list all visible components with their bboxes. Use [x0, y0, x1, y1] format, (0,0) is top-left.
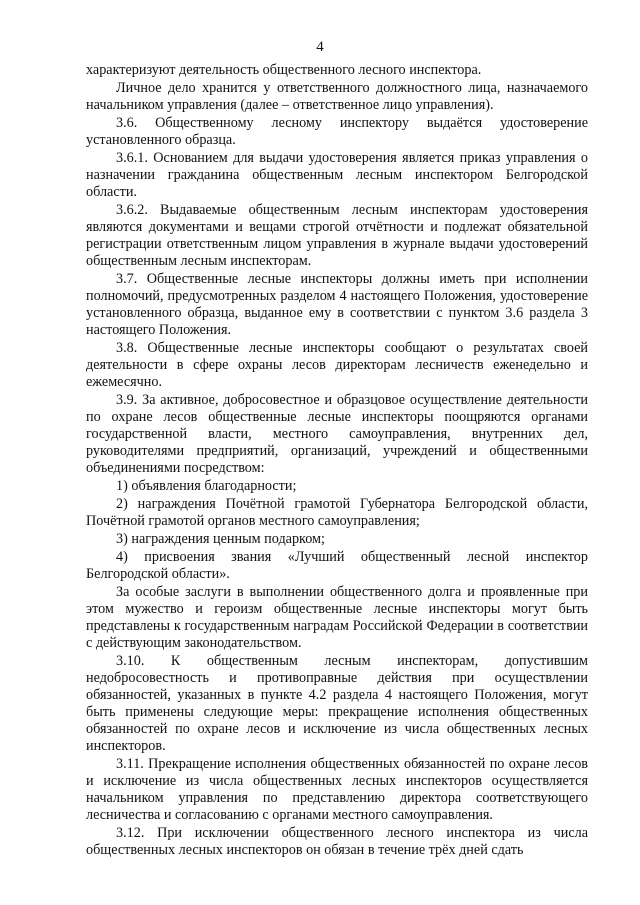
- paragraph-continuation: характеризуют деятельность общественного лесного инспектора.: [86, 62, 482, 78]
- paragraph-3-6-2: 3.6.2. Выдаваемые общественным лесным инспекторам удостоверения являются документами и вещами строгой отчётности и подлежат обязательной регистрации ответственным лицом управления в журнале выдачи удостоверений общественным лесным инспекторам.: [86, 202, 588, 269]
- paragraph-3-9: 3.9. За активное, добросовестное и образцовое осуществление деятельности по охране лесов общественные лесные инспекторы поощряются органами государственной власти, местного самоуправления, внутренних дел, руководителями предприятий, организаций, учреждений и общественными объединениями посредством:: [86, 392, 588, 476]
- list-item-1: 1) объявления благодарности;: [116, 478, 297, 494]
- paragraph-3-8: 3.8. Общественные лесные инспекторы сообщают о результатах своей деятельности в сфере охраны лесов директорам лесничеств еженедельно и ежемесячно.: [86, 340, 588, 390]
- paragraph-3-6: 3.6. Общественному лесному инспектору выдаётся удостоверение установленного образца.: [86, 115, 588, 148]
- page-number: 4: [316, 39, 324, 55]
- paragraph-personal-file: Личное дело хранится у ответственного должностного лица, назначаемого начальником управления (далее – ответственное лицо управления).: [86, 80, 588, 113]
- paragraph-3-7: 3.7. Общественные лесные инспекторы должны иметь при исполнении полномочий, предусмотренных разделом 4 настоящего Положения, удостоверение установленного образца, выданное ему в соответствии с пунктом 3.6 раздела 3 настоящего Положения.: [86, 271, 588, 338]
- list-item-3: 3) награждения ценным подарком;: [116, 531, 325, 547]
- paragraph-3-10: 3.10. К общественным лесным инспекторам, допустившим недобросовестность и противоправные действия при осуществлении обязанностей, указанных в пункте 4.2 раздела 4 настоящего Положения, могут быть применены следующие меры: прекращение исполнения общественных обязанностей по охране лесов и исключение из числа общественных лесных инспекторов.: [86, 653, 588, 754]
- paragraph-3-12: 3.12. При исключении общественного лесного инспектора из числа общественных лесных инспекторов он обязан в течение трёх дней сдать: [86, 825, 588, 858]
- paragraph-3-11: 3.11. Прекращение исполнения общественных обязанностей по охране лесов и исключение из числа общественных лесных инспекторов осуществляется начальником управления по представлению директора соответствующего лесничества и согласованию с органами местного самоуправления.: [86, 756, 588, 823]
- paragraph-special-merits: За особые заслуги в выполнении общественного долга и проявленные при этом мужество и героизм общественные лесные инспекторы могут быть представлены к государственным наградам Российской Федерации в соответствии с действующим законодательством.: [86, 584, 588, 651]
- paragraph-3-6-1: 3.6.1. Основанием для выдачи удостоверения является приказ управления о назначении гражданина общественным лесным инспектором Белгородской области.: [86, 150, 588, 200]
- document-body: [86, 62, 588, 860]
- list-item-4: 4) присвоения звания «Лучший общественный лесной инспектор Белгородской области».: [86, 549, 588, 582]
- list-item-2: 2) награждения Почётной грамотой Губернатора Белгородской области, Почётной грамотой органов местного самоуправления;: [86, 496, 588, 529]
